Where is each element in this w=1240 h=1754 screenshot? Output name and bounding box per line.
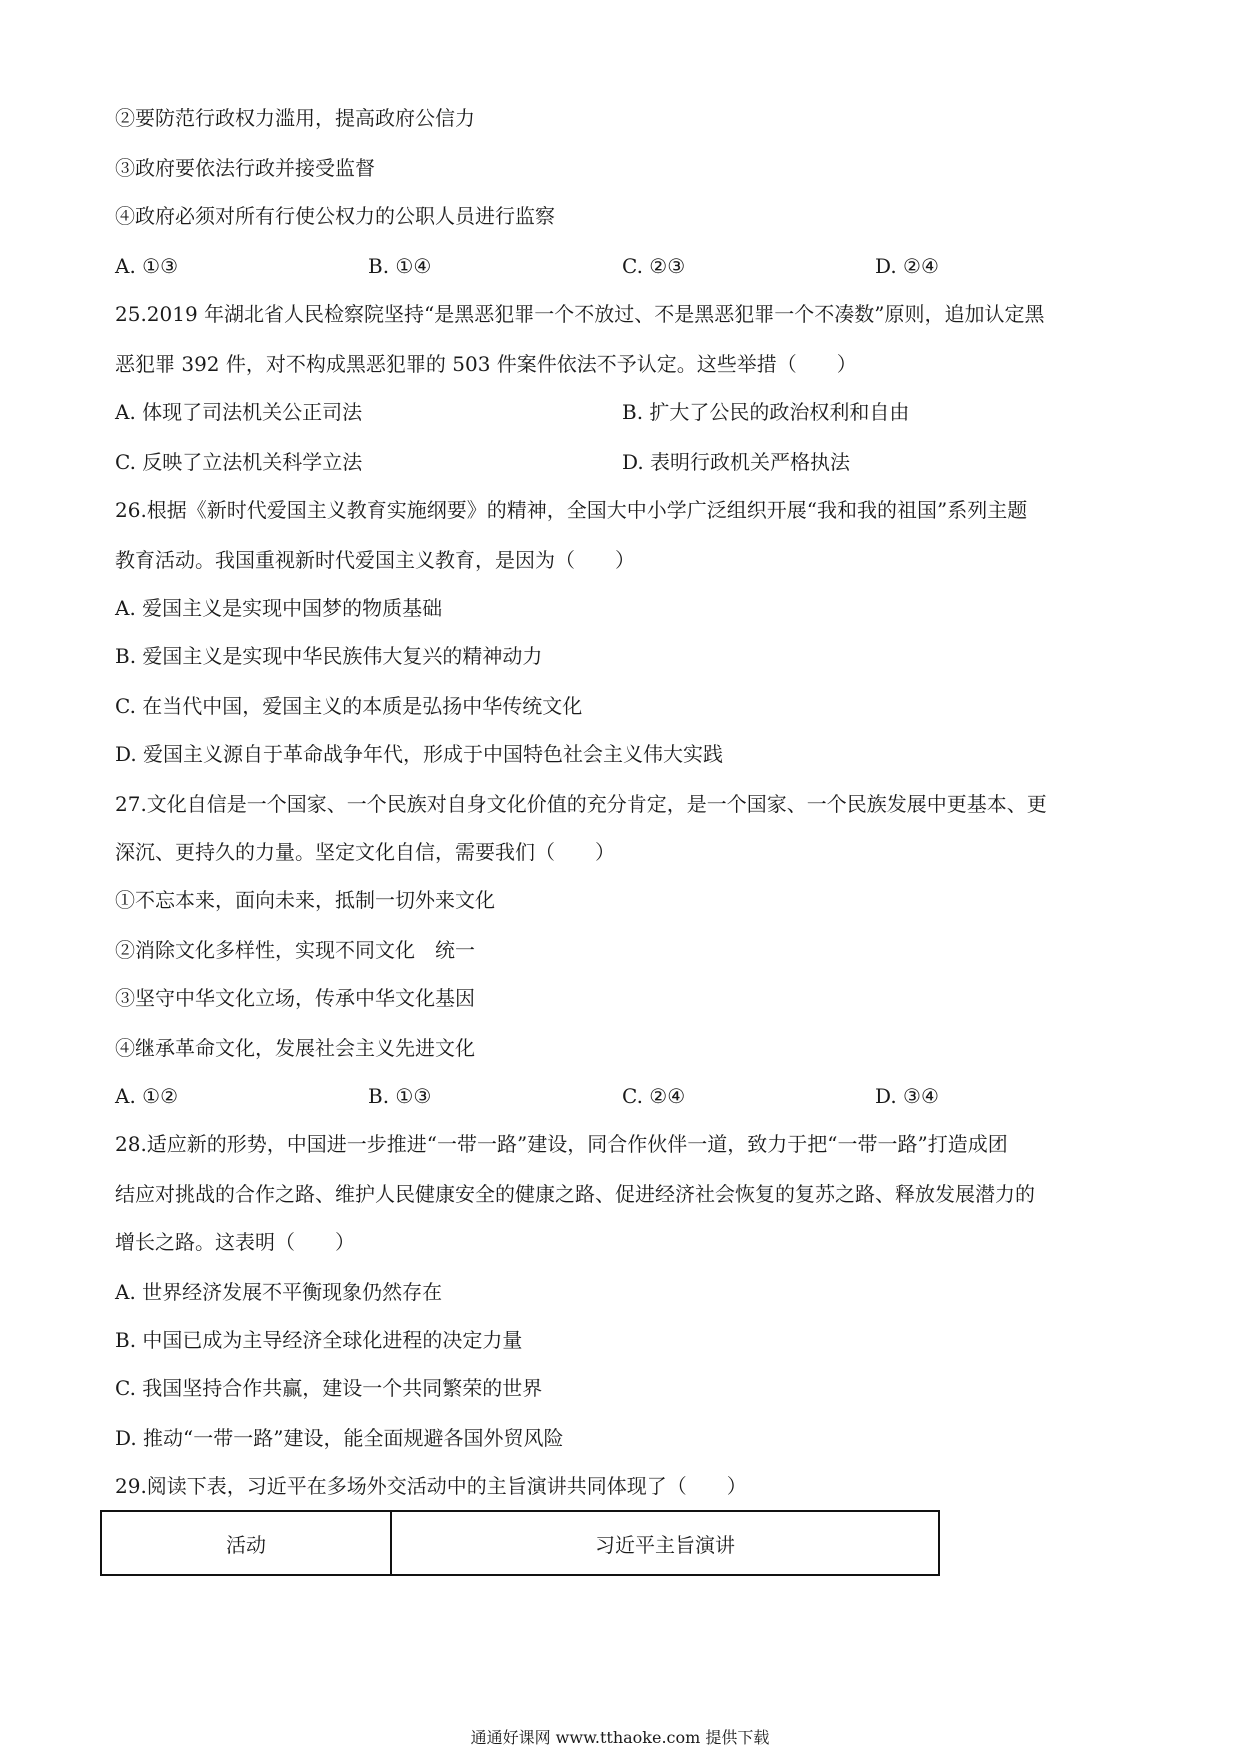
q24-option-c: C. ②③ xyxy=(622,254,686,278)
q25-option-d: D. 表明行政机关严格执法 xyxy=(622,450,851,474)
q24-item-3: ③政府要依法行政并接受监督 xyxy=(115,156,375,180)
q28-option-d: D. 推动“一带一路”建设，能全面规避各国外贸风险 xyxy=(115,1426,564,1450)
q25-options-row-2 xyxy=(115,450,1135,474)
q27-option-d: D. ③④ xyxy=(875,1084,939,1108)
q27-item-1: ①不忘本来，面向未来，抵制一切外来文化 xyxy=(115,888,495,912)
q27-stem-line-2: 深沉、更持久的力量。坚定文化自信，需要我们（ ） xyxy=(115,840,615,864)
q28-stem-line-3: 增长之路。这表明（ ） xyxy=(115,1230,355,1254)
q25-option-c: C. 反映了立法机关科学立法 xyxy=(115,450,363,474)
q28-option-b: B. 中国已成为主导经济全球化进程的决定力量 xyxy=(115,1328,523,1352)
q24-item-2: ②要防范行政权力滥用，提高政府公信力 xyxy=(115,106,475,130)
q28-option-a: A. 世界经济发展不平衡现象仍然存在 xyxy=(115,1280,443,1304)
q27-item-4: ④继承革命文化，发展社会主义先进文化 xyxy=(115,1036,475,1060)
q24-item-4: ④政府必须对所有行使公权力的公职人员进行监察 xyxy=(115,204,555,228)
q26-stem-line-2: 教育活动。我国重视新时代爱国主义教育，是因为（ ） xyxy=(115,548,635,572)
q24-options xyxy=(115,254,1135,278)
table-header-activity: 活动 xyxy=(101,1511,391,1575)
q26-option-a: A. 爱国主义是实现中国梦的物质基础 xyxy=(115,596,443,620)
q26-option-d: D. 爱国主义源自于革命战争年代，形成于中国特色社会主义伟大实践 xyxy=(115,742,724,766)
q27-item-2: ②消除文化多样性，实现不同文化 统一 xyxy=(115,938,475,962)
q27-item-3: ③坚守中华文化立场，传承中华文化基因 xyxy=(115,986,475,1010)
table-header-speech: 习近平主旨演讲 xyxy=(391,1511,939,1575)
q24-option-b: B. ①④ xyxy=(368,254,432,278)
q25-options-row-1 xyxy=(115,400,1135,424)
q25-stem-line-1: 25.2019 年湖北省人民检察院坚持“是黑恶犯罪一个不放过、不是黑恶犯罪一个不凑数”原则，追加认定黑 xyxy=(115,302,1045,326)
q28-option-c: C. 我国坚持合作共赢，建设一个共同繁荣的世界 xyxy=(115,1376,543,1400)
q29-stem-line-1: 29.阅读下表，习近平在多场外交活动中的主旨演讲共同体现了（ ） xyxy=(115,1474,747,1498)
q28-stem-line-1: 28.适应新的形势，中国进一步推进“一带一路”建设，同合作伙伴一道，致力于把“一带一路”打造成团 xyxy=(115,1132,1008,1156)
q27-option-b: B. ①③ xyxy=(368,1084,432,1108)
q26-option-c: C. 在当代中国，爱国主义的本质是弘扬中华传统文化 xyxy=(115,694,583,718)
q24-option-d: D. ②④ xyxy=(875,254,939,278)
q27-options xyxy=(115,1084,1135,1108)
q27-option-c: C. ②④ xyxy=(622,1084,686,1108)
q27-option-a: A. ①② xyxy=(115,1084,179,1108)
q25-option-a: A. 体现了司法机关公正司法 xyxy=(115,400,363,424)
q25-stem-line-2: 恶犯罪 392 件，对不构成黑恶犯罪的 503 件案件依法不予认定。这些举措（ ） xyxy=(115,352,857,376)
q26-option-b: B. 爱国主义是实现中华民族伟大复兴的精神动力 xyxy=(115,644,543,668)
page-footer: 通通好课网 www.tthaoke.com 提供下载 xyxy=(470,1728,770,1747)
q25-option-b: B. 扩大了公民的政治权利和自由 xyxy=(622,400,910,424)
q24-option-a: A. ①③ xyxy=(115,254,179,278)
q26-stem-line-1: 26.根据《新时代爱国主义教育实施纲要》的精神，全国大中小学广泛组织开展“我和我的祖国”系列主题 xyxy=(115,498,1028,522)
table-header-row xyxy=(101,1511,939,1575)
q28-stem-line-2: 结应对挑战的合作之路、维护人民健康安全的健康之路、促进经济社会恢复的复苏之路、释放发展潜力的 xyxy=(115,1182,1035,1206)
q29-table xyxy=(100,1510,940,1576)
q27-stem-line-1: 27.文化自信是一个国家、一个民族对自身文化价值的充分肯定，是一个国家、一个民族发展中更基本、更 xyxy=(115,792,1047,816)
